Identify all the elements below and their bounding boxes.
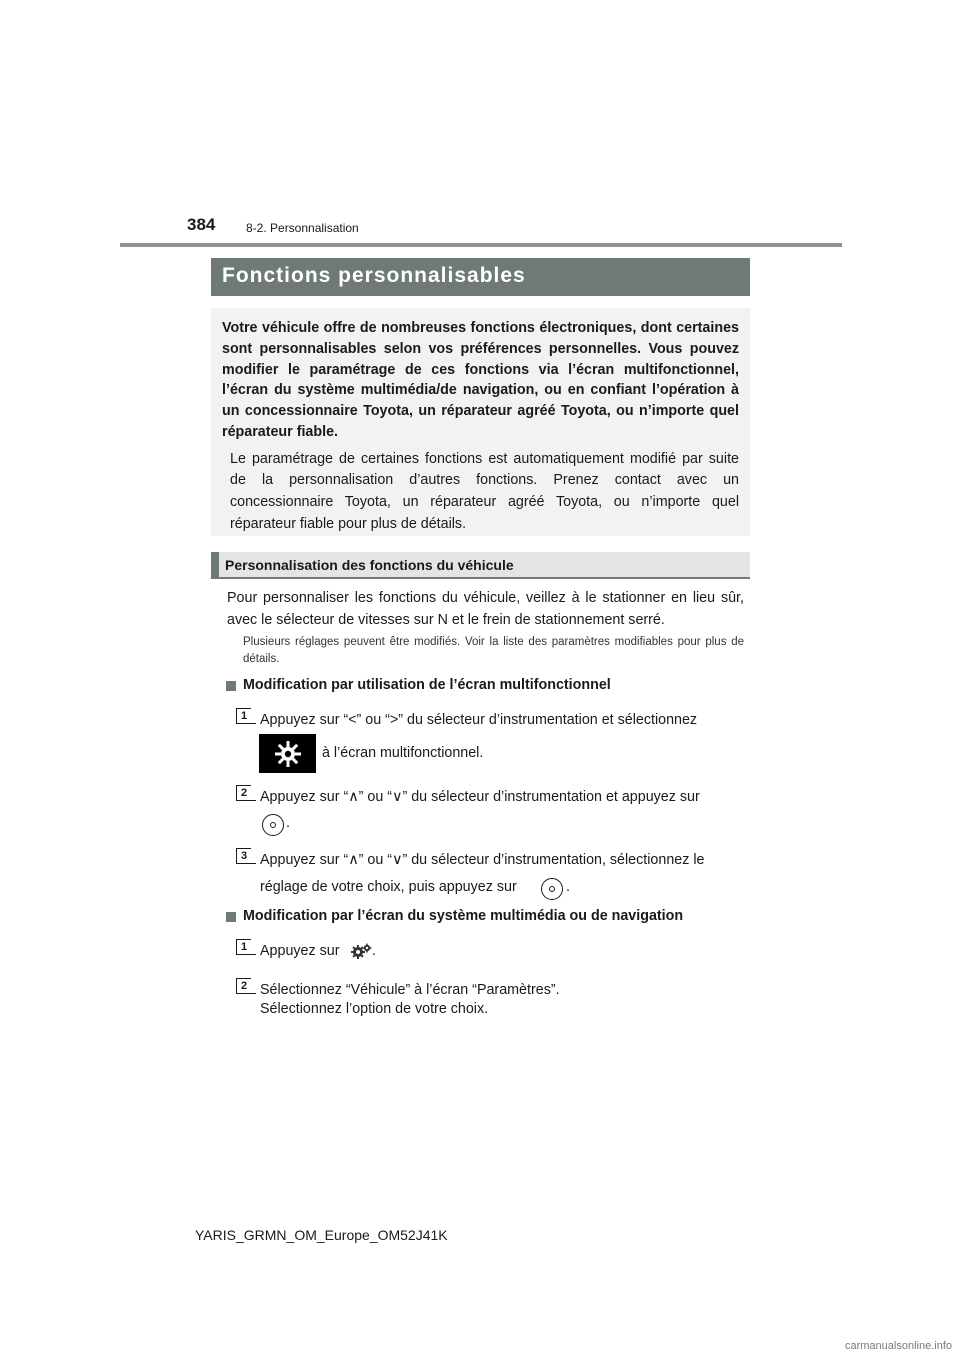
step-underline	[236, 723, 256, 724]
subsection-heading-1: Modification par utilisation de l’écran multifonctionnel	[243, 677, 611, 693]
step-number-1: 1	[236, 708, 251, 724]
step-underline	[236, 954, 256, 955]
step-text: Appuyez sur	[260, 943, 340, 959]
section-heading-accent	[211, 552, 219, 579]
intro-box	[211, 308, 750, 536]
step-text-end: .	[566, 879, 570, 895]
section-heading: Personnalisation des fonctions du véhicule	[225, 557, 514, 573]
step-text-end: .	[372, 943, 376, 959]
step-number-2: 2	[236, 978, 251, 994]
intro-note: Le paramétrage de certaines fonctions est automatiquement modifié par suite de la personnalisation d’autres fonctions. Prenez contact avec un concessionnaire Toyota, un réparateur agréé Toyota, ou n’importe quel réparateur fiable pour plus de détails.	[230, 450, 739, 532]
step-underline	[236, 863, 256, 864]
bullet-square-icon	[226, 681, 236, 691]
step-number-3: 3	[236, 848, 251, 864]
watermark: carmanualsonline.info	[844, 1340, 952, 1352]
step-text: Appuyez sur “∧” ou “∨” du sélecteur d’instrumentation et appuyez sur	[260, 789, 700, 805]
settings-gear-icon	[259, 734, 316, 773]
chapter-title: 8-2. Personnalisation	[246, 221, 359, 235]
section-small-note: Plusieurs réglages peuvent être modifiés. Voir la liste des paramètres modifiables pour plus de détails.	[243, 636, 744, 665]
ok-button-icon	[541, 878, 563, 900]
step-number-1: 1	[236, 939, 251, 955]
footer-doc-code: YARIS_GRMN_OM_Europe_OM52J41K	[195, 1227, 448, 1243]
section-paragraph: Pour personnaliser les fonctions du véhicule, veillez à le stationner en lieu sûr, avec le sélecteur de vitesses sur N et le frein de stationnement serré.	[227, 590, 744, 628]
page-title: Fonctions personnalisables	[211, 258, 750, 296]
header-divider	[120, 243, 842, 247]
step-number-2: 2	[236, 785, 251, 801]
step-text-continued: à l’écran multifonctionnel.	[322, 745, 484, 761]
step-underline	[236, 993, 256, 994]
step-underline	[236, 800, 256, 801]
step-text: Appuyez sur “<” ou “>” du sélecteur d’instrumentation et sélectionnez	[260, 712, 698, 728]
step-text: Sélectionnez “Véhicule” à l’écran “Paramètres”.	[260, 982, 560, 998]
step-text-continued: Sélectionnez l’option de votre choix.	[260, 1001, 489, 1017]
subsection-heading-2: Modification par l’écran du système multimédia ou de navigation	[243, 908, 684, 924]
page-number: 384	[187, 215, 216, 234]
step-text: Appuyez sur “∧” ou “∨” du sélecteur d’instrumentation, sélectionnez le	[260, 852, 705, 868]
intro-text: Votre véhicule offre de nombreuses fonctions électroniques, dont certaines sont personnalisables selon vos préférences personnelles. Vous pouvez modifier le paramétrage de ces fonctions via l’écran multifonctionnel, l’écran du système multimédia/de navigation, ou en confiant l’opération à un concessionnaire Toyota, un réparateur agréé Toyota, ou n’importe quel réparateur fiable.	[222, 320, 739, 440]
step-text-continued: réglage de votre choix, puis appuyez sur	[260, 879, 517, 895]
ok-button-icon	[262, 814, 284, 836]
step-text-continued: .	[286, 815, 290, 831]
bullet-square-icon	[226, 912, 236, 922]
gears-icon	[350, 942, 372, 965]
